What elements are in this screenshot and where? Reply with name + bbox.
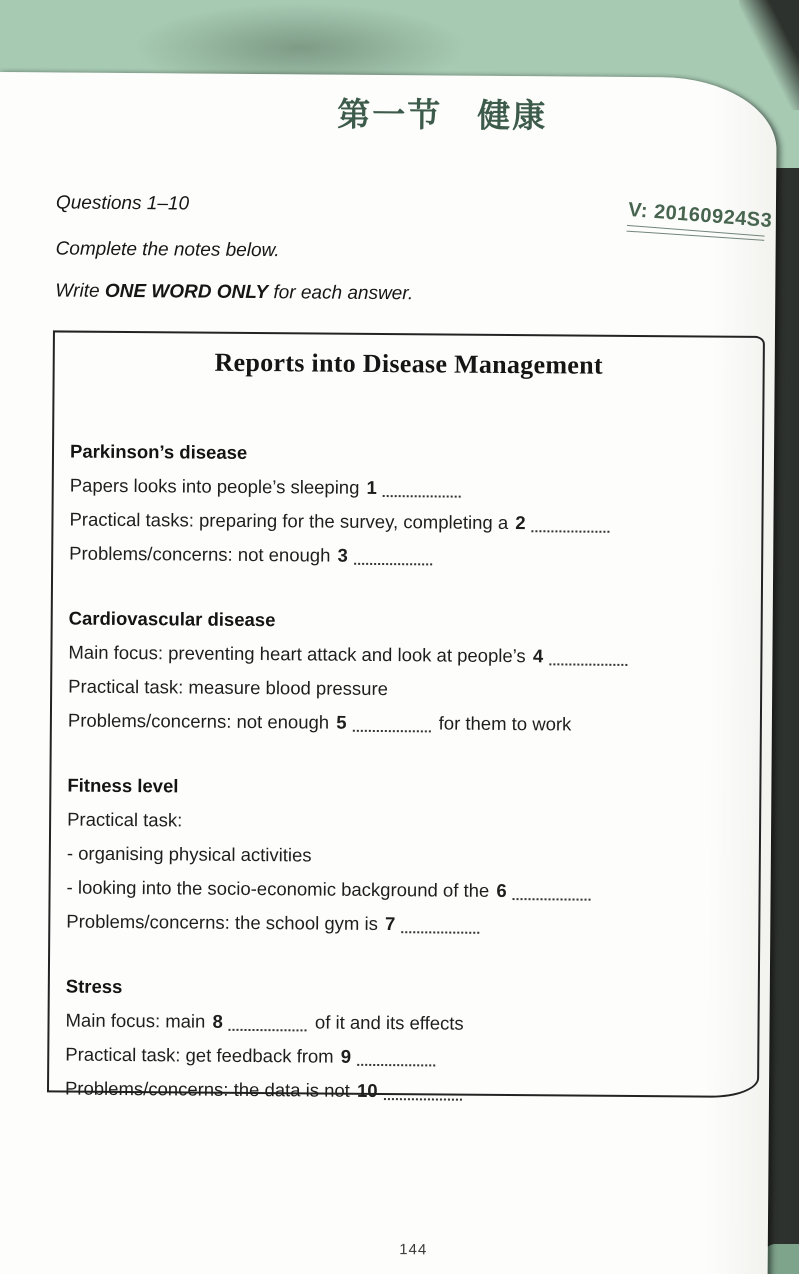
answer-blank — [401, 931, 479, 934]
section-heading: Parkinson’s disease — [69, 440, 248, 463]
note-line-text: Problems/concerns: the data is not — [64, 1077, 356, 1101]
note-line — [68, 676, 740, 703]
note-line-text: Practical task: — [67, 808, 183, 831]
note-line-text: Problems/concerns: not enough — [69, 542, 336, 566]
page-number: 144 — [399, 1241, 428, 1259]
note-line-text: - organising physical activities — [66, 842, 312, 866]
note-line-text: Problems/concerns: the school gym is — [66, 910, 384, 935]
note-line-text: Papers looks into people’s sleeping — [69, 474, 365, 498]
instruction-word-limit — [55, 280, 413, 305]
instruction-word-limit-pre: Write — [55, 280, 105, 302]
note-line — [67, 877, 739, 904]
answer-blank — [357, 1064, 435, 1067]
note-line — [65, 1010, 737, 1037]
note-line-text: - looking into the socio-economic background of the — [66, 876, 495, 901]
answer-blank — [513, 898, 591, 901]
answer-blank — [352, 730, 430, 733]
note-line — [65, 1078, 737, 1105]
notes-box-title: Reports into Disease Management — [214, 347, 604, 380]
answer-blank — [383, 495, 461, 498]
notes-section — [68, 608, 741, 737]
section-heading: Stress — [65, 975, 123, 997]
book-cover-corner — [765, 1244, 799, 1274]
section-heading: Fitness level — [67, 774, 179, 797]
version-code — [627, 198, 773, 242]
question-number: 7 — [384, 913, 396, 935]
notes-section — [65, 976, 738, 1105]
answer-blank — [384, 1098, 462, 1101]
note-line-text: Practical tasks: preparing for the survey, completing a — [69, 508, 514, 534]
note-line — [65, 1044, 737, 1071]
note-line — [67, 843, 739, 870]
note-line — [66, 911, 738, 938]
notes-box — [47, 330, 765, 1101]
page — [0, 72, 777, 1274]
answer-blank — [229, 1029, 307, 1032]
note-line-text: Main focus: main — [65, 1009, 211, 1032]
question-number: 6 — [496, 879, 507, 902]
question-number: 3 — [337, 544, 348, 566]
note-line-text: Practical task: measure blood pressure — [68, 675, 389, 700]
questions-range-label: Questions 1–10 — [55, 192, 190, 215]
note-line — [69, 543, 741, 570]
question-number: 4 — [532, 645, 544, 667]
note-line-text: Main focus: preventing heart attack and look at people’s — [68, 641, 531, 667]
note-line — [70, 475, 742, 502]
section-heading: Cardiovascular disease — [68, 607, 276, 631]
question-number: 9 — [340, 1045, 352, 1067]
note-line-text: for them to work — [433, 712, 572, 735]
notes-section — [69, 441, 742, 570]
instruction-word-limit-post: for each answer. — [268, 282, 414, 305]
note-line-text: of it and its effects — [309, 1011, 464, 1034]
notes-section — [66, 775, 739, 938]
answer-blank — [532, 530, 610, 533]
note-line — [67, 809, 739, 836]
section-title-chinese: 第一节 健康 — [337, 95, 548, 135]
question-number: 10 — [356, 1079, 378, 1101]
notes-sections — [49, 440, 762, 1105]
note-line-text: Problems/concerns: not enough — [67, 709, 335, 733]
question-number: 8 — [212, 1010, 223, 1032]
answer-blank — [549, 663, 627, 666]
note-line — [68, 642, 740, 669]
instruction-word-limit-bold: ONE WORD ONLY — [104, 280, 269, 304]
instruction-complete-notes: Complete the notes below. — [55, 238, 280, 262]
answer-blank — [354, 563, 432, 566]
question-number: 2 — [515, 512, 526, 534]
question-number: 1 — [366, 476, 377, 498]
question-number: 5 — [336, 711, 347, 733]
note-line — [68, 710, 740, 737]
note-line — [69, 509, 741, 536]
version-code-text: V: 20160924S3 — [627, 198, 773, 233]
note-line-text: Practical task: get feedback from — [65, 1043, 339, 1067]
version-underline — [626, 231, 764, 241]
